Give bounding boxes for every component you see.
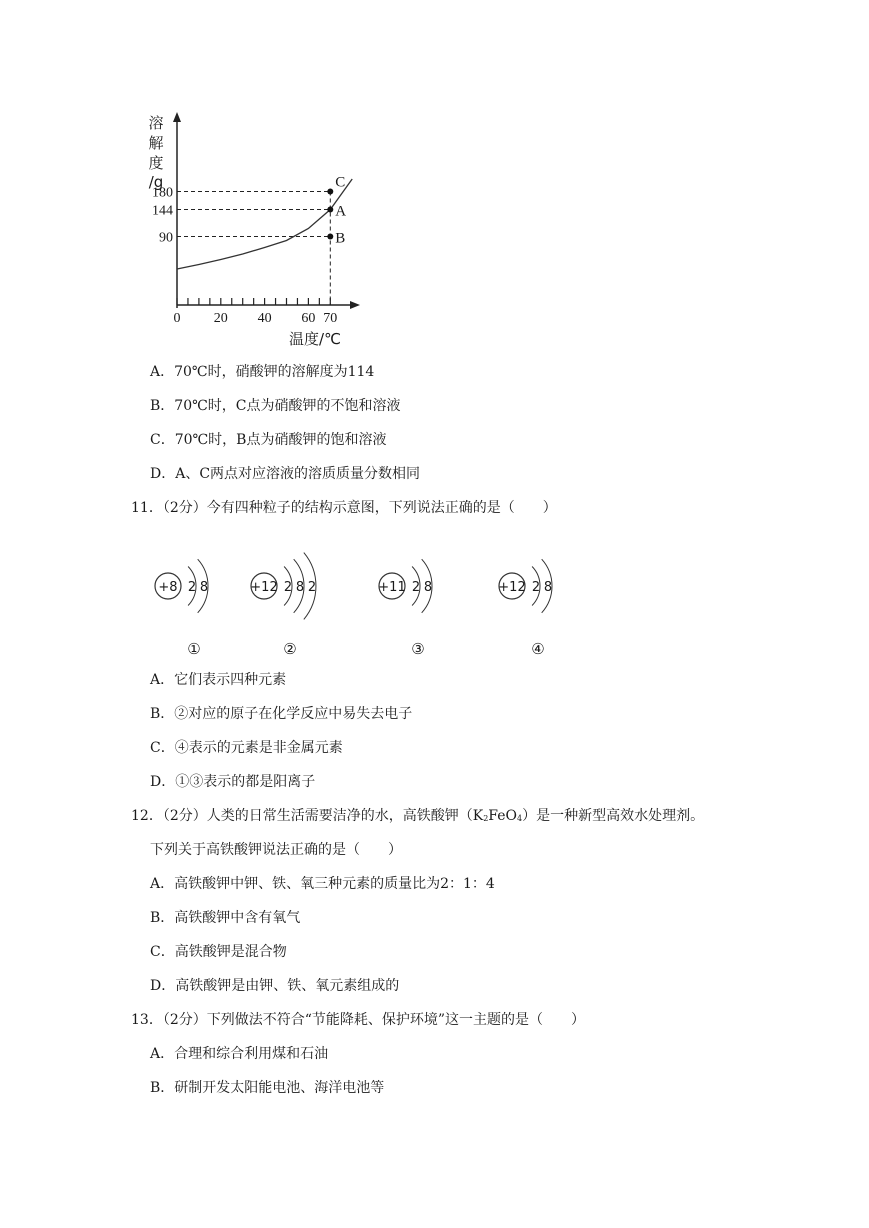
point-marker [327, 189, 333, 195]
q13-option-a: A．合理和综合利用煤和石油 [150, 1046, 329, 1062]
y-label-char: 度 [148, 154, 164, 172]
diagram-label: ③ [411, 640, 425, 658]
y-tick-label: 180 [152, 185, 173, 201]
point-label: C [335, 174, 346, 191]
shell-electrons: 8 [543, 580, 553, 595]
x-tick-label: 0 [173, 311, 181, 326]
point-marker [327, 207, 333, 213]
q11-option-c: C．④表示的元素是非金属元素 [150, 740, 343, 756]
formula-subscript: 2 [483, 814, 489, 823]
q12-stem-line2: 下列关于高铁酸钾说法正确的是（ ） [150, 842, 402, 858]
shell-electrons: 8 [199, 580, 209, 595]
y-label-char: 溶 [148, 114, 164, 132]
atom-diagram [155, 559, 208, 658]
q11-option-a: A．它们表示四种元素 [150, 672, 287, 688]
shell-electrons: 2 [411, 580, 421, 595]
x-tick-label: 70 [323, 311, 338, 326]
x-tick-label: 40 [257, 311, 272, 326]
q12-stem-after: ）是一种新型高效水处理剂。 [522, 808, 705, 824]
particle-structure-diagrams [130, 530, 570, 660]
q11-option-d: D．①③表示的都是阳离子 [150, 774, 316, 790]
nucleus-charge: +12 [250, 580, 278, 595]
x-axis-label: 温度/℃ [289, 330, 341, 348]
x-tick-label: 60 [301, 311, 316, 326]
nucleus-charge: +8 [158, 580, 178, 595]
y-tick-label: 144 [152, 203, 173, 219]
q10-option-c: C．70℃时，B点为硝酸钾的饱和溶液 [150, 432, 387, 448]
q12-stem-before: 12．（2分）人类的日常生活需要洁净的水，高铁酸钾（K [131, 808, 484, 824]
q13-stem: 13．（2分）下列做法不符合“节能降耗、保护环境”这一主题的是（ ） [131, 1012, 586, 1028]
solubility-chart [140, 108, 390, 348]
q13-option-b: B．研制开发太阳能电池、海洋电池等 [150, 1080, 385, 1096]
q11-option-b: B．②对应的原子在化学反应中易失去电子 [150, 706, 413, 722]
q11-stem: 11．（2分）今有四种粒子的结构示意图，下列说法正确的是（ ） [131, 500, 557, 516]
x-tick-label: 20 [213, 311, 228, 326]
atom-diagram [250, 553, 316, 658]
formula-subscript: 4 [517, 814, 523, 823]
point-marker [327, 234, 333, 240]
shell-electrons: 8 [423, 580, 433, 595]
y-label-char: /g [148, 173, 164, 191]
x-axis-arrow [350, 301, 360, 309]
diagram-label: ④ [531, 640, 545, 658]
shell-electrons: 2 [307, 580, 317, 595]
q10-option-d: D．A、C两点对应溶液的溶质质量分数相同 [150, 466, 421, 482]
q12-option-b: B．高铁酸钾中含有氧气 [150, 910, 301, 926]
q12-option-a: A．高铁酸钾中钾、铁、氧三种元素的质量比为2：1：4 [150, 876, 495, 892]
formula-part: FeO [488, 808, 517, 824]
shell-electrons: 2 [531, 580, 541, 595]
y-axis-arrow [173, 112, 181, 122]
q12-option-c: C．高铁酸钾是混合物 [150, 944, 287, 960]
y-axis-label [148, 114, 163, 191]
y-tick-label: 90 [159, 230, 173, 246]
atom-diagram [378, 559, 432, 658]
shell-electrons: 2 [283, 580, 293, 595]
point-label: A [335, 203, 347, 220]
q10-option-b: B．70℃时，C点为硝酸钾的不饱和溶液 [150, 398, 401, 414]
nucleus-charge: +12 [498, 580, 526, 595]
q12-stem [131, 806, 704, 826]
diagram-label: ② [283, 640, 297, 658]
q10-option-a: A．70℃时，硝酸钾的溶解度为114 [150, 364, 375, 380]
nucleus-charge: +11 [378, 580, 406, 595]
q12-option-d: D．高铁酸钾是由钾、铁、氧元素组成的 [150, 978, 400, 994]
atom-diagram [498, 559, 552, 658]
shell-electrons: 8 [295, 580, 305, 595]
shell-electrons: 2 [187, 580, 197, 595]
solubility-curve [177, 179, 352, 269]
diagram-label: ① [187, 640, 201, 658]
y-label-char: 解 [148, 134, 164, 152]
point-label: B [335, 230, 346, 247]
